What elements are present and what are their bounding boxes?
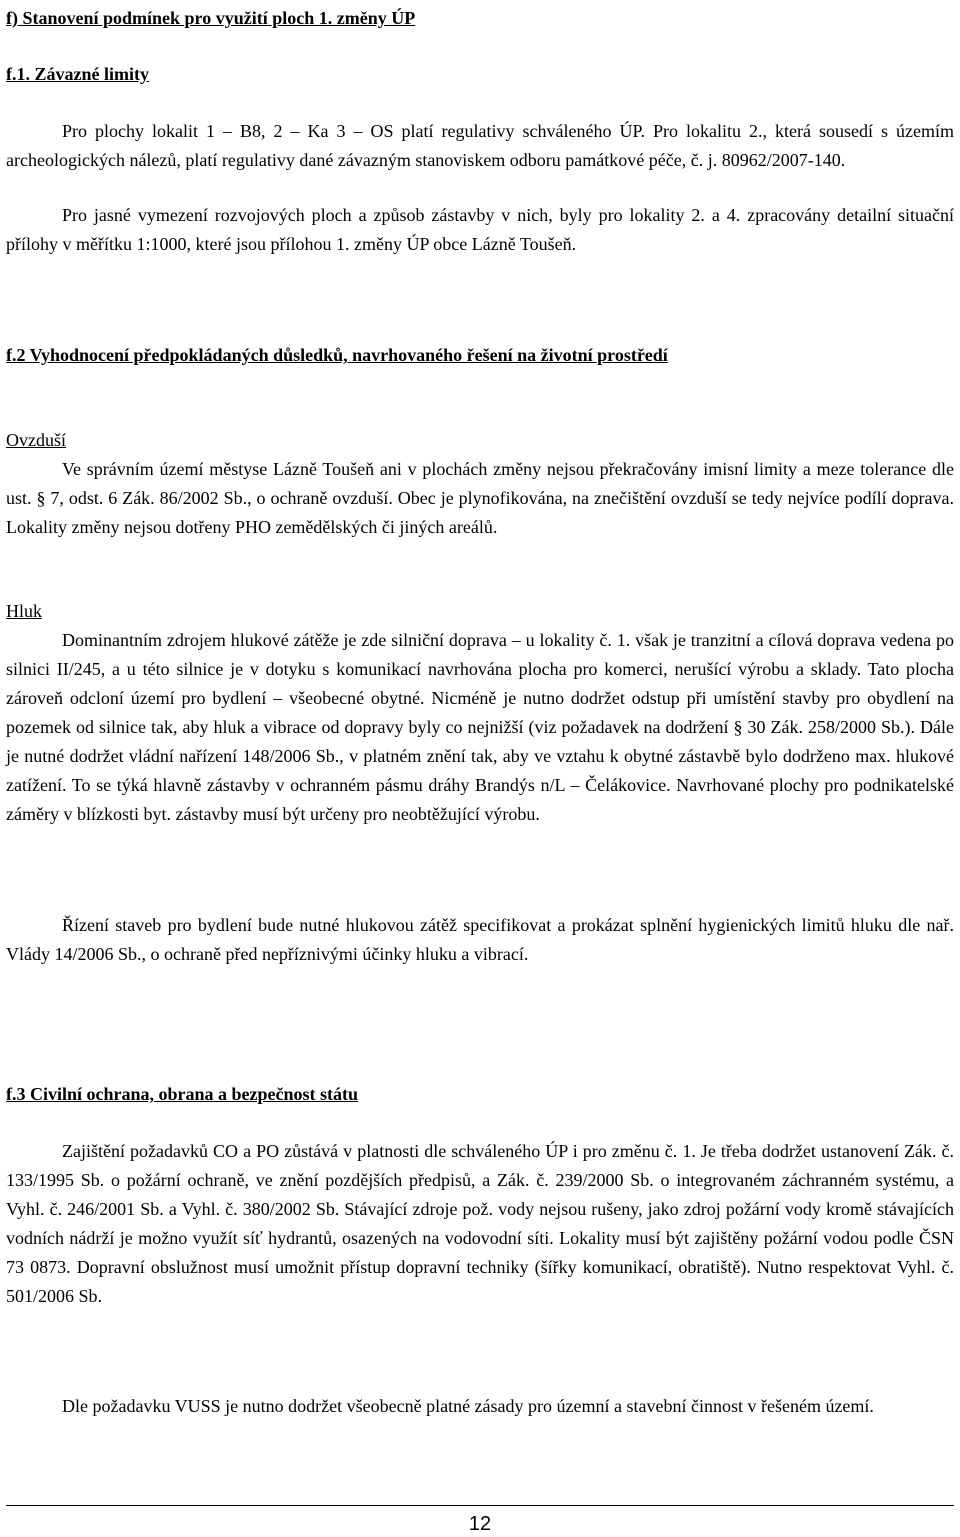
subheading-ovzdusi: Ovzduší <box>6 430 66 450</box>
paragraph-hluk-regulation: Řízení staveb pro bydlení bude nutné hlukovou zátěž specifikovat a prokázat splnění hygienických limitů hluku dle nař. Vlády 14/2006 Sb., o ochraně před nepříznivými účinky hluku a vibrací. <box>6 915 954 964</box>
paragraph-f1-limits: Pro plochy lokalit 1 – B8, 2 – Ka 3 – OS platí regulativy schváleného ÚP. Pro lokalitu 2., která sousedí s územím archeologických nálezů, platí regulativy dané závazným stanoviskem odboru památkové péče, č. j. 80962/2007-140. <box>6 121 954 170</box>
page-number: 12 <box>468 1513 492 1535</box>
paragraph-f3-protection: Zajištění požadavků CO a PO zůstává v platnosti dle schváleného ÚP i pro změnu č. 1. Je třeba dodržet ustanovení Zák. č. 133/1995 Sb. o požární ochraně, ve znění pozdějších předpisů, a Zák. č. 239/2000 Sb. o integrovaném záchranném systému, a Vyhl. č. 246/2001 Sb. a Vyhl. č. 380/2002 Sb. Stávající zdroje pož. vody nejsou rušeny, jako zdroj požární vody kromě stávajících vodních nádrží je možno využít síť hydrantů, osazených na vodovodní síti. Lokality musí být zajištěny požární vodou podle ČSN 73 0873. Dopravní obslužnost musí umožnit přístup dopravní techniky (šířky komunikací, obratiště). Nutno respektovat Vyhl. č. 501/2006 Sb. <box>6 1141 954 1306</box>
paragraph-f1-plans: Pro jasné vymezení rozvojových ploch a způsob zástavby v nich, byly pro lokality 2. a 4. zpracovány detailní situační přílohy v měřítku 1:1000, které jsou přílohou 1. změny ÚP obce Lázně Toušeň. <box>6 205 954 254</box>
subheading-hluk: Hluk <box>6 601 42 621</box>
paragraph-hluk-main: Dominantním zdrojem hlukové zátěže je zde silniční doprava – u lokality č. 1. však je tranzitní a cílová doprava vedena po silnici II/245, a u této silnice je v dotyku s komunikací navrhována plocha pro komerci, nerušící výrobu a sklady. Tato plocha zároveň odcloní území pro bydlení – všeobecné obytné. Nicméně je nutno dodržet odstup při umístění stavby pro obydlení na pozemek od silnice tak, aby hluk a vibrace od dopravy byly co nejnižší (viz požadavek na dodržení § 30 Zák. 258/2000 Sb.). Dále je nutné dodržet vládní nařízení 148/2006 Sb., v platném znění tak, aby ve vztahu k obytné zástavbě bylo dodrženo max. hlukové zatížení. To se týká hlavně zástavby v ochranném pásmu dráhy Brandýs n/L – Čelákovice. Navrhované plochy pro podnikatelské záměry v blízkosti byt. zástavby musí být určeny pro neobtěžující výrobu. <box>6 630 954 824</box>
section-heading-f1: f.1. Závazné limity <box>6 64 149 84</box>
paragraph-ovzdusi: Ve správním území městyse Lázně Toušeň ani v plochách změny nejsou překračovány imisní limity a meze tolerance dle ust. § 7, odst. 6 Zák. 86/2002 Sb., o ochraně ovzduší. Obec je plynofikována, na znečištění ovzduší se tedy nejvíce podílí doprava. Lokality změny nejsou dotřeny PHO zemědělských či jiných areálů. <box>6 459 954 537</box>
section-heading-f: f) Stanovení podmínek pro využití ploch 1. změny ÚP <box>6 8 416 28</box>
section-heading-f2: f.2 Vyhodnocení předpokládaných důsledků, navrhovaného řešení na životní prostředí <box>6 345 668 365</box>
footer-divider <box>6 1505 954 1506</box>
section-heading-f3: f.3 Civilní ochrana, obrana a bezpečnost státu <box>6 1084 359 1104</box>
paragraph-f3-vuss: Dle požadavku VUSS je nutno dodržet všeobecně platné zásady pro územní a stavební činnost v řešeném území. <box>62 1396 874 1416</box>
